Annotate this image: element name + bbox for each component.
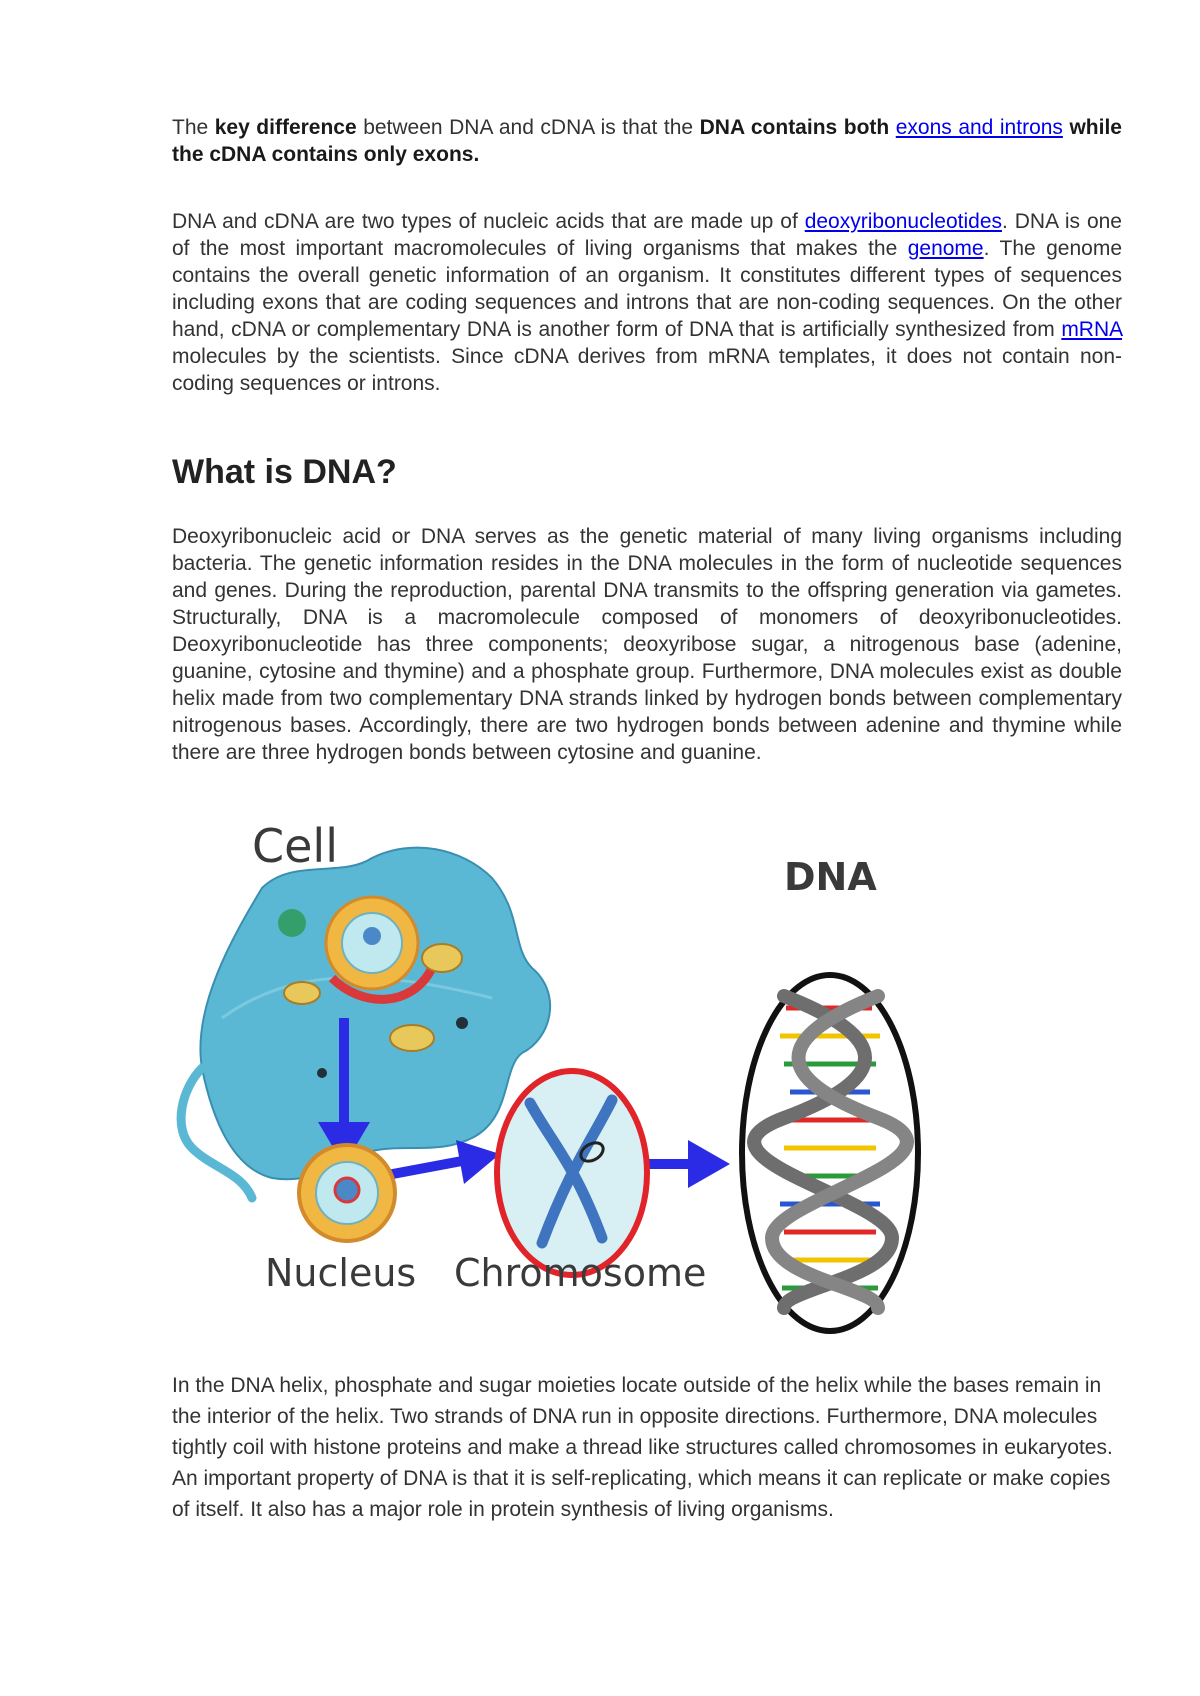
mrna-link[interactable]: mRNA	[1061, 318, 1122, 341]
section-heading: What is DNA?	[172, 453, 397, 491]
dna-label: DNA	[784, 855, 877, 899]
cell-illustration	[181, 848, 550, 1198]
definition-paragraph: DNA and cDNA are two types of nucleic acids that are made up of deoxyribonucleotides. DNA is one of the most important macromolecules of living organisms that makes the genome. The genome contains the overall genetic information of an organism. It constitutes different types of sequences including exons that are coding sequences and introns that are non-coding sequences. On the other hand, cDNA or complementary DNA is another form of DNA that is artificially synthesized from mRNA molecules by the scientists. Since cDNA derives from mRNA templates, it does not contain non-coding sequences or introns.	[172, 210, 1123, 395]
intro-paragraph: The key difference between DNA and cDNA is that the DNA contains both exons and introns while the cDNA contains only exons.	[172, 116, 1122, 166]
deoxyribonucleotides-link[interactable]: deoxyribonucleotides	[804, 210, 1002, 233]
key-difference-bold: key difference	[214, 116, 357, 139]
chromosome-label: Chromosome	[454, 1251, 707, 1295]
chromosome-illustration	[497, 1071, 647, 1275]
dna-paragraph: Deoxyribonucleic acid or DNA serves as the genetic material of many living organisms including bacteria. The genetic information resides in the DNA molecules in the form of nucleotide sequences and genes. During the reproduction, parental DNA transmits to the offspring generation via gametes. Structurally, DNA is a macromolecule composed of monomers of deoxyribonucleotides. Deoxyribonucleotide has three components; deoxyribose sugar, a nitrogenous base (adenine, guanine, cytosine and thymine) and a phosphate group. Furthermore, DNA molecules exist as double helix made from two complementary DNA strands linked by hydrogen bonds between complementary nitrogenous bases. Accordingly, there are two hydrogen bonds between adenine and thymine while there are three hydrogen bonds between cytosine and guanine.	[172, 525, 1122, 764]
dna-helix-illustration	[742, 975, 918, 1331]
nucleus-illustration	[299, 1145, 395, 1241]
cell-label: Cell	[252, 819, 338, 873]
exons-introns-link[interactable]: exons and introns	[895, 116, 1063, 139]
helix-paragraph: In the DNA helix, phosphate and sugar moieties locate outside of the helix while the bases remain in the interior of the helix. Two strands of DNA run in opposite directions. Furthermore, DNA molecules tightly coil with histone proteins and make a thread like structures called chromosomes in eukaryotes. An important property of DNA is that it is self-replicating, which means it can replicate or make copies of itself. It also has a major role in protein synthesis of living organisms.	[172, 1374, 1113, 1521]
cell-to-dna-figure	[172, 818, 1032, 1338]
nucleus-label: Nucleus	[265, 1251, 417, 1295]
arrow-chromosome-to-dna	[640, 1140, 730, 1188]
genome-link[interactable]: genome	[907, 237, 984, 260]
